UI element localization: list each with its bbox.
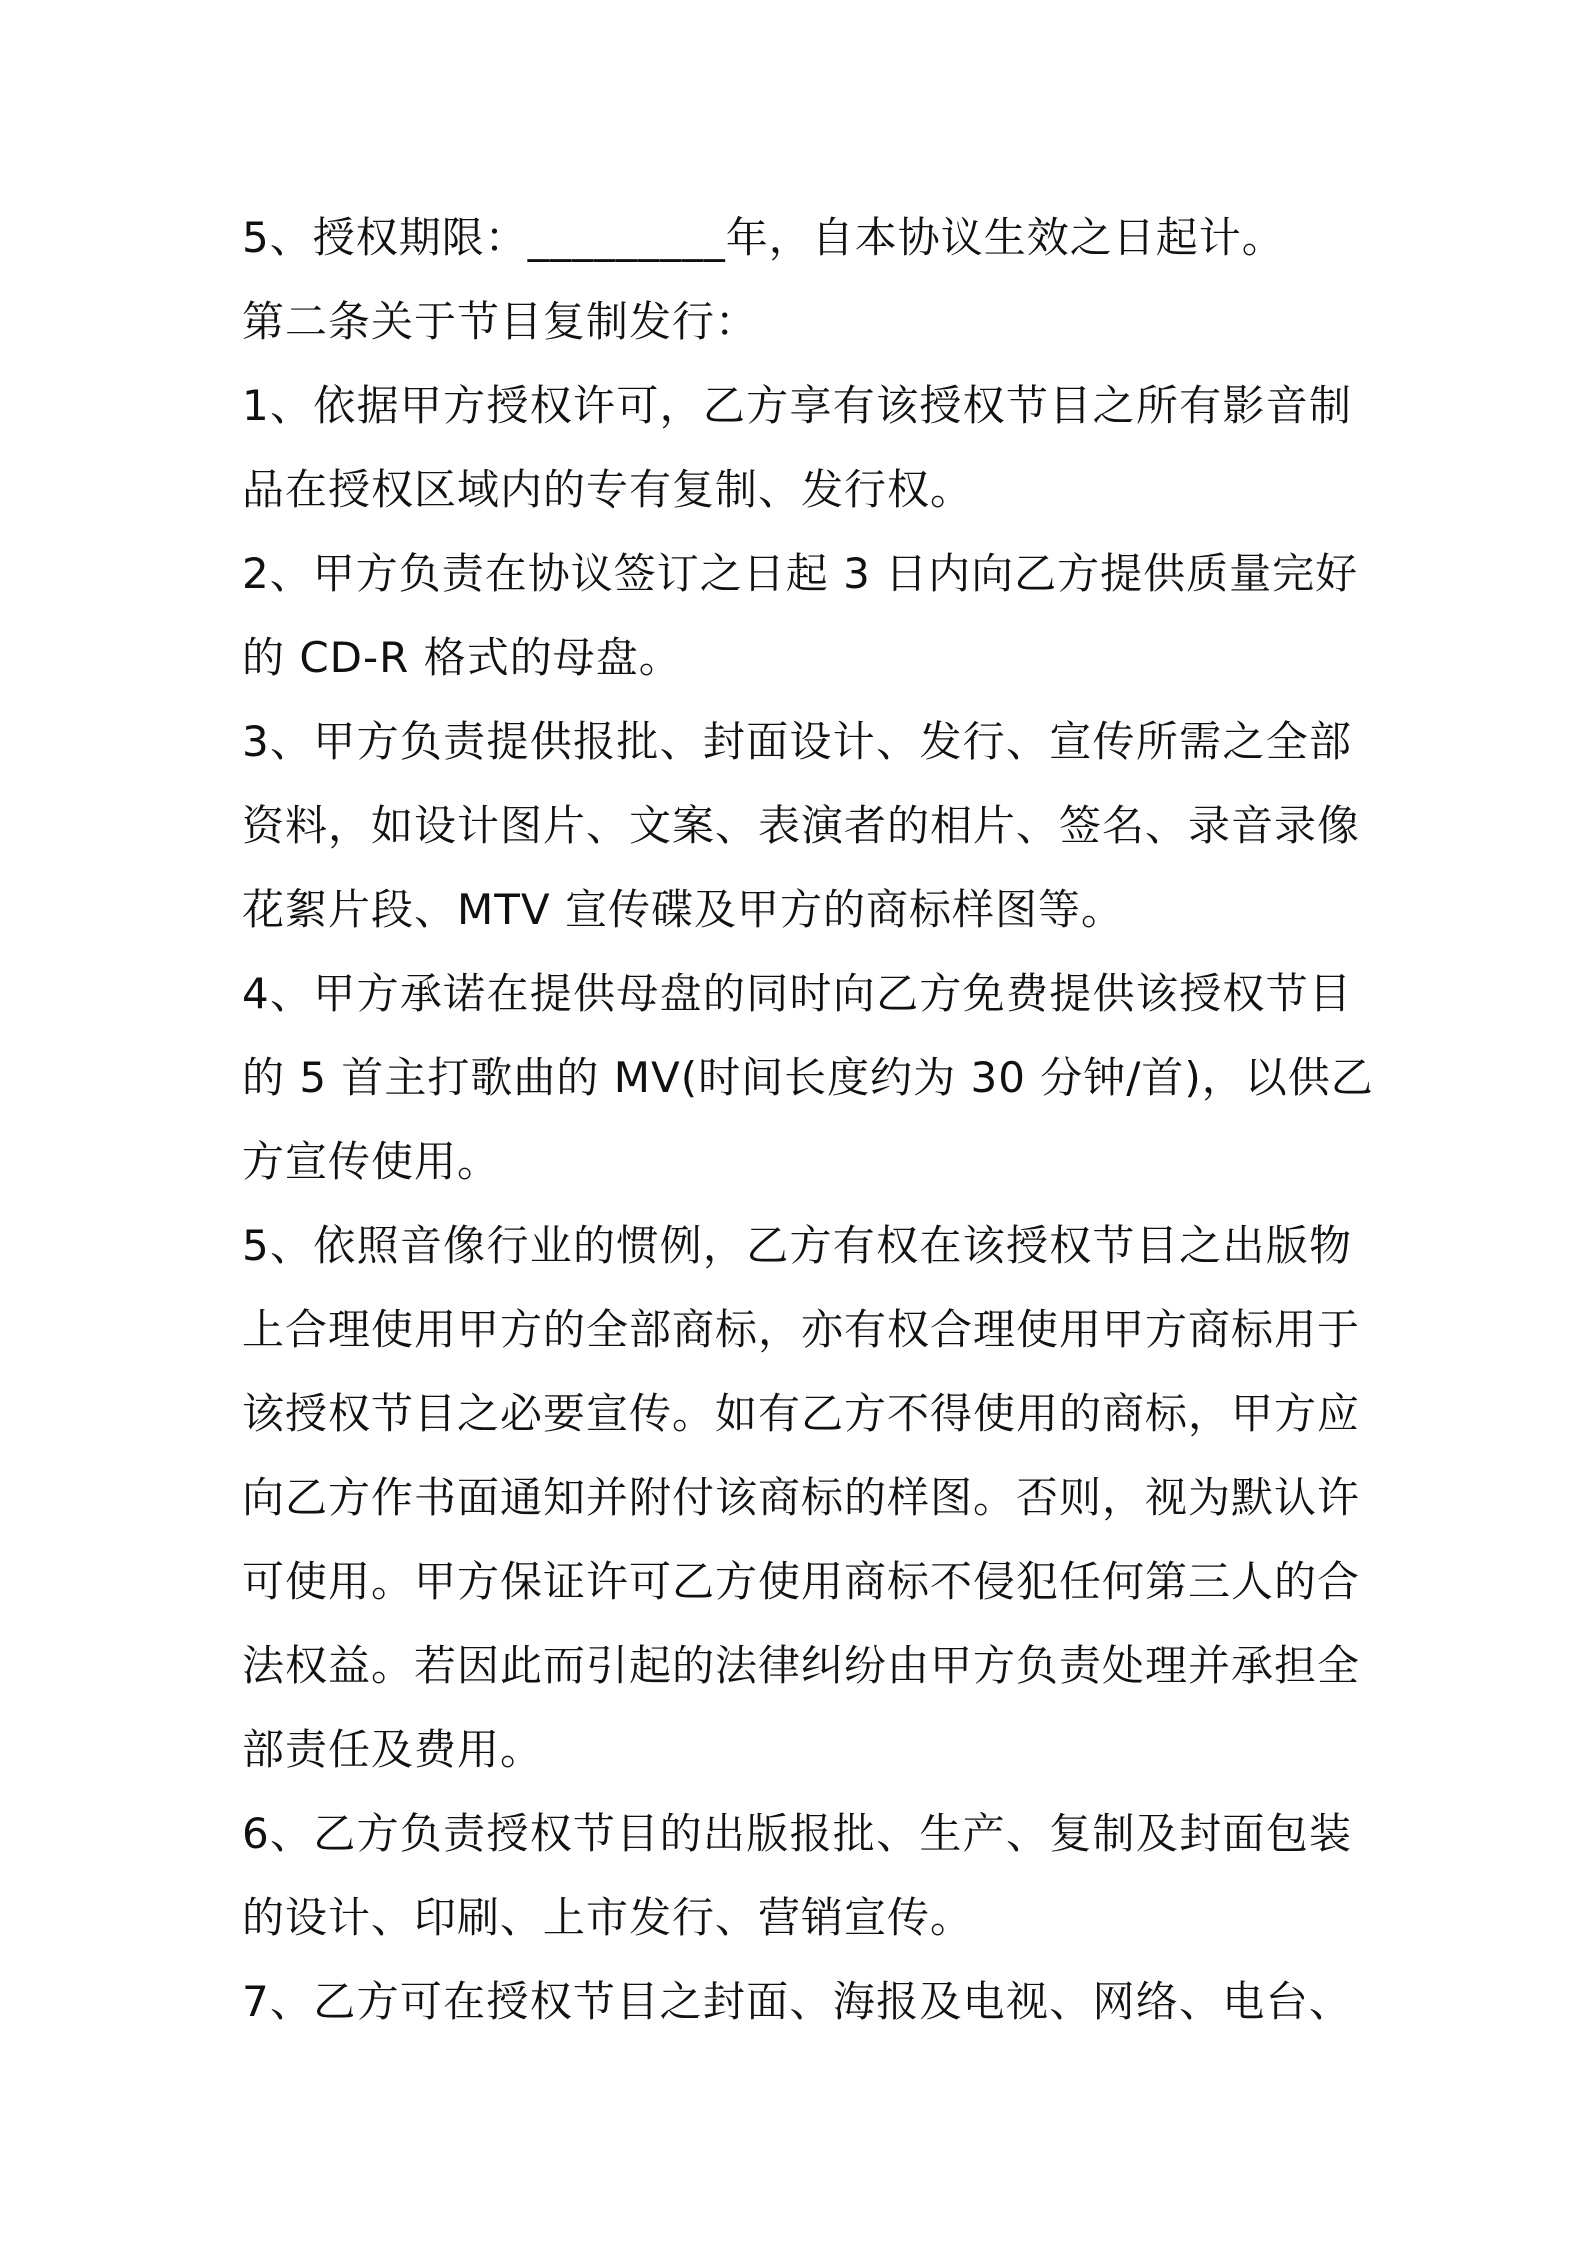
text-line: 的 5 首主打歌曲的 MV(时间长度约为 30 分钟/首)，以供乙 xyxy=(242,1053,1374,1102)
text-line: 法权益。若因此而引起的法律纠纷由甲方负责处理并承担全 xyxy=(242,1641,1361,1690)
document-body xyxy=(242,196,1374,2044)
text-line: 第二条关于节目复制发行： xyxy=(242,297,759,346)
text-line: 2、甲方负责在协议签订之日起 3 日内向乙方提供质量完好 xyxy=(242,549,1359,598)
text-line: 方宣传使用。 xyxy=(242,1137,501,1186)
text-line: 3、甲方负责提供报批、封面设计、发行、宣传所需之全部 xyxy=(242,717,1352,766)
text-line: 5、依照音像行业的惯例，乙方有权在该授权节目之出版物 xyxy=(242,1221,1352,1270)
text-line: 品在授权区域内的专有复制、发行权。 xyxy=(242,465,974,514)
text-line: 资料，如设计图片、文案、表演者的相片、签名、录音录像 xyxy=(242,801,1361,850)
text-line: 可使用。甲方保证许可乙方使用商标不侵犯任何第三人的合 xyxy=(242,1557,1361,1606)
text-line: 上合理使用甲方的全部商标，亦有权合理使用甲方商标用于 xyxy=(242,1305,1361,1354)
text-line: 的设计、印刷、上市发行、营销宣传。 xyxy=(242,1893,974,1942)
text-line: 的 CD-R 格式的母盘。 xyxy=(242,633,682,682)
text-line: 1、依据甲方授权许可，乙方享有该授权节目之所有影音制 xyxy=(242,381,1352,430)
text-line: 4、甲方承诺在提供母盘的同时向乙方免费提供该授权节目 xyxy=(242,969,1352,1018)
text-line: 向乙方作书面通知并附付该商标的样图。否则，视为默认许 xyxy=(242,1473,1361,1522)
text-line: 花絮片段、MTV 宣传碟及甲方的商标样图等。 xyxy=(242,885,1124,934)
text-line: 部责任及费用。 xyxy=(242,1725,544,1774)
text-line: 7、乙方可在授权节目之封面、海报及电视、网络、电台、 xyxy=(242,1977,1352,2026)
text-line: 5、授权期限：_________年，自本协议生效之日起计。 xyxy=(242,213,1285,262)
text-line: 6、乙方负责授权节目的出版报批、生产、复制及封面包装 xyxy=(242,1809,1352,1858)
text-line: 该授权节目之必要宣传。如有乙方不得使用的商标，甲方应 xyxy=(242,1389,1361,1438)
